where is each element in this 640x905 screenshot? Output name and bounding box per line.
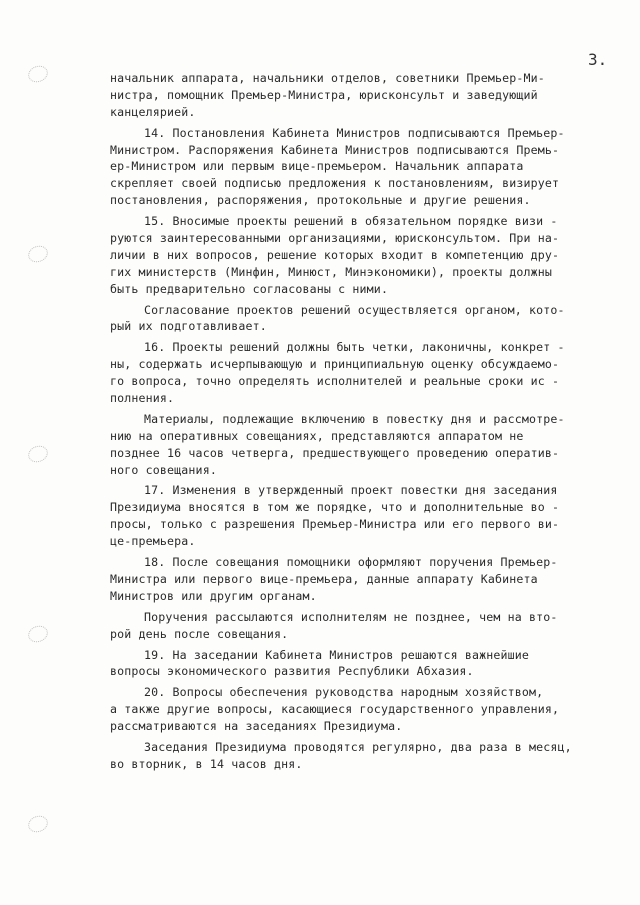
punch-hole-mark [26,243,50,265]
text-line: начальник аппарата, начальники отделов, советники Премьер-Ми- [110,71,545,85]
text-line: ер-Министром или первым вице-премьером. Начальник аппарата [110,159,524,174]
text-line: нистра, помощник Премьер-Министра, юрисконсульт и заведующий [110,87,538,102]
text-line: нию на оперативных совещаниях, представляются аппаратом не [110,428,524,443]
text-line: канцелярией. [110,104,196,119]
text-line: 20. Вопросы обеспечения руководства народным хозяйством, [144,685,544,700]
page-number: 3. [588,50,608,69]
text-line: 18. После совещания помощники оформляют поручения Премьер- [144,555,558,570]
text-line: Согласование проектов решений осуществляется органом, кото- [144,302,565,317]
text-line: позднее 16 часов четверга, предшествующего проведению оператив- [110,445,560,460]
text-line: гих министерств (Минфин, Минюст, Минэкономики), проекты должны [110,264,553,279]
text-line: Министра или первого вице-премьера, данные аппарату Кабинета [110,571,538,586]
text-line: Поручения рассылаются исполнителям не позднее, чем на вто- [144,609,558,624]
text-line: Заседания Президиума проводятся регулярно, два раза в месяц, [144,739,572,754]
punch-hole-mark [26,63,50,85]
text-line: во вторник, в 14 часов дня. [110,756,303,771]
text-line: це-премьера. [110,534,196,549]
text-line: рой день после совещания. [110,626,289,641]
text-line: 19. На заседании Кабинета Министров решаются важнейшие [144,647,530,662]
text-line: полнения. [110,391,175,406]
text-line: рассматриваются на заседаниях Президиума. [110,719,403,734]
text-line: Материалы, подлежащие включению в повестку дня и рассмотре- [144,411,565,426]
text-line: рый их подготавливает. [110,319,267,334]
punch-hole-mark [26,813,50,835]
text-line: 15. Вносимые проекты решений в обязательном порядке визи - [144,214,558,229]
text-line: Министром. Распоряжения Кабинета Министров подписываются Премь- [110,142,560,157]
punch-hole-mark [26,443,50,465]
text-line: а также другие вопросы, касающиеся государственного управления, [110,702,560,717]
text-line: вопросы экономического развития Республики Абхазия. [110,664,474,679]
document-body [110,70,615,773]
text-line: Министров или другим органам. [110,588,317,603]
text-line: ного совещания. [110,462,217,477]
text-line: ны, содержать исчерпывающую и принципиальную оценку обсуждаемо- [110,357,560,372]
text-line: 17. Изменения в утвержденный проект повестки дня заседания [144,483,558,498]
text-line: Президиума вносятся в том же порядке, что и дополнительные во - [110,500,560,515]
text-line: личии в них вопросов, решение которых входит в компетенцию дру- [110,247,560,262]
text-line: просы, только с разрешения Премьер-Министра или его первого ви- [110,517,560,532]
text-line: 16. Проекты решений должны быть четки, лаконичны, конкрет - [144,340,565,355]
text-line: быть предварительно согласованы с ними. [110,281,389,296]
text-line: руются заинтересованными организациями, юрисконсультом. При на- [110,231,560,246]
text-line: 14. Постановления Кабинета Министров подписываются Премьер- [144,125,565,140]
text-line: скрепляет своей подписью предложения к постановлениям, визирует [110,176,560,191]
text-line: постановления, распоряжения, протокольные и другие решения. [110,193,531,208]
punch-hole-mark [26,623,50,645]
text-line: го вопроса, точно определять исполнителей и реальные сроки ис - [110,374,560,389]
